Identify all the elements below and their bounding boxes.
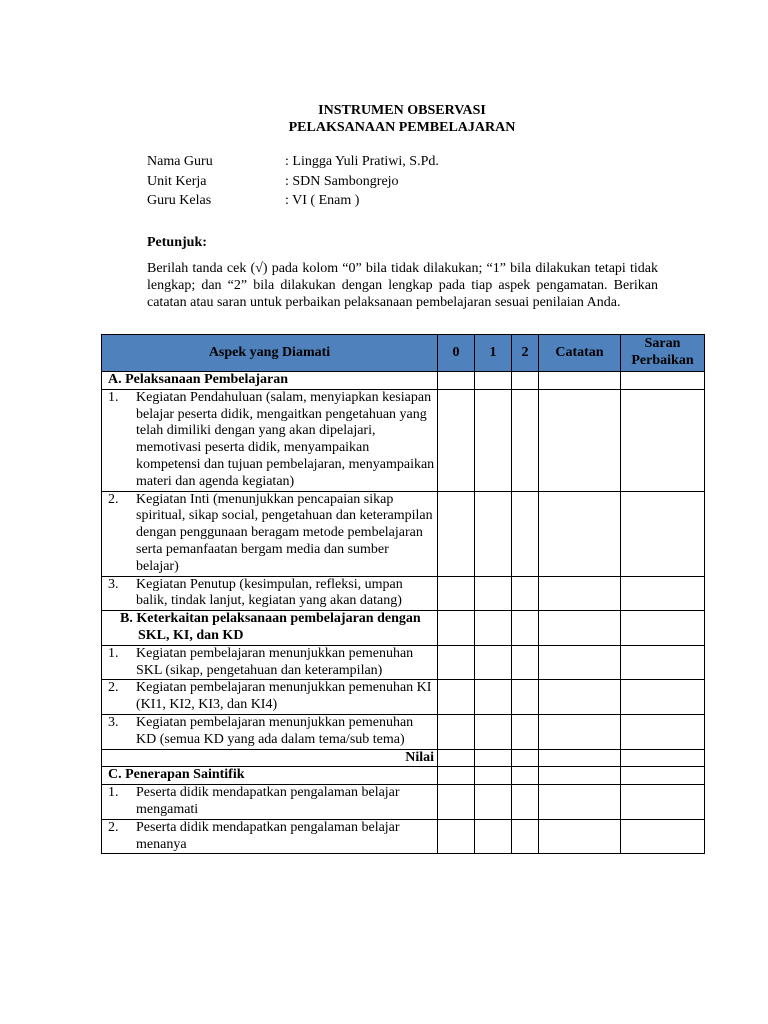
cell-saran[interactable] [621,680,705,715]
cell-catatan[interactable] [539,680,621,715]
cell-score-2[interactable] [512,491,539,576]
item-number: 2. [108,819,119,835]
header-score-0: 0 [438,335,475,372]
cell-score-2[interactable] [512,749,539,767]
item-number: 2. [108,491,119,507]
cell-score-0[interactable] [438,680,475,715]
cell-score-0[interactable] [438,389,475,491]
info-label: Unit Kerja [147,173,207,189]
cell-catatan[interactable] [539,785,621,820]
table-header-row [102,335,705,372]
cell-score-0[interactable] [438,645,475,680]
header-score-1: 1 [475,335,512,372]
item-text: Kegiatan Inti (menunjukkan pencapaian sikap spiritual, sikap social, pengetahuan dan keterampilan dengan penggunaan beragam metode pembelajaran serta pemanfaatan bergam media dan sumber belajar) [136,491,433,574]
cell-score-0[interactable] [438,372,475,390]
cell-saran[interactable] [621,611,705,646]
cell-catatan[interactable] [539,389,621,491]
cell-catatan[interactable] [539,645,621,680]
cell-score-1[interactable] [475,645,512,680]
cell-saran[interactable] [621,576,705,611]
nilai-row [102,749,705,767]
item-number: 1. [108,785,119,801]
cell-score-1[interactable] [475,785,512,820]
cell-saran[interactable] [621,785,705,820]
cell-score-0[interactable] [438,767,475,785]
section-title-b: B. Keterkaitan pelaksanaan pembelajaran dengan SKL, KI, dan KD [120,611,421,643]
cell-score-0[interactable] [438,611,475,646]
table-row [102,714,705,749]
cell-score-0[interactable] [438,785,475,820]
title-line-1: INSTRUMEN OBSERVASI [318,103,486,118]
section-row-b [102,611,705,646]
header-aspek: Aspek yang Diamati [102,335,438,372]
cell-score-2[interactable] [512,819,539,854]
item-number: 1. [108,645,119,661]
info-value: : Lingga Yuli Pratiwi, S.Pd. [285,154,439,169]
info-value: : SDN Sambongrejo [285,173,399,189]
info-label: Guru Kelas [147,193,212,208]
info-row-guru-kelas [147,191,439,211]
title-line-2: PELAKSANAAN PEMBELAJARAN [288,120,516,135]
cell-catatan[interactable] [539,372,621,390]
item-number: 1. [108,389,119,405]
cell-saran[interactable] [621,767,705,785]
info-row-unit-kerja [147,172,439,192]
header-catatan: Catatan [539,335,621,372]
cell-score-2[interactable] [512,645,539,680]
cell-score-0[interactable] [438,819,475,854]
cell-score-2[interactable] [512,767,539,785]
cell-saran[interactable] [621,491,705,576]
table-row [102,785,705,820]
section-title-c: C. Penerapan Saintifik [102,767,438,785]
table-row [102,389,705,491]
cell-catatan[interactable] [539,576,621,611]
section-row-c [102,767,705,785]
cell-score-0[interactable] [438,749,475,767]
table-row [102,576,705,611]
table-row [102,645,705,680]
table-row [102,491,705,576]
info-value: : VI ( Enam ) [285,193,360,208]
table-row [102,680,705,715]
item-text: Kegiatan pembelajaran menunjukkan pemenuhan KI (KI1, KI2, KI3, dan KI4) [136,680,432,713]
cell-saran[interactable] [621,819,705,854]
cell-saran[interactable] [621,749,705,767]
item-text: Kegiatan pembelajaran menunjukkan pemenuhan KD (semua KD yang ada dalam tema/sub tema) [136,714,414,747]
cell-saran[interactable] [621,389,705,491]
info-row-nama-guru [147,152,439,172]
cell-score-2[interactable] [512,785,539,820]
cell-catatan[interactable] [539,819,621,854]
cell-score-1[interactable] [475,389,512,491]
teacher-info [147,152,439,211]
item-text: Peserta didik mendapatkan pengalaman belajar menanya [136,819,400,852]
cell-score-1[interactable] [475,767,512,785]
item-text: Kegiatan pembelajaran menunjukkan pemenuhan SKL (sikap, pengetahuan dan keterampilan) [136,645,414,678]
observation-table [101,334,705,854]
cell-saran[interactable] [621,645,705,680]
cell-score-1[interactable] [475,819,512,854]
header-score-2: 2 [512,335,539,372]
cell-score-1[interactable] [475,372,512,390]
cell-score-1[interactable] [475,714,512,749]
cell-score-2[interactable] [512,680,539,715]
cell-score-2[interactable] [512,714,539,749]
cell-score-2[interactable] [512,576,539,611]
section-row-a [102,372,705,390]
cell-score-0[interactable] [438,491,475,576]
cell-score-2[interactable] [512,389,539,491]
nilai-label: Nilai [102,749,438,767]
cell-score-2[interactable] [512,611,539,646]
item-number: 3. [108,714,119,730]
cell-score-1[interactable] [475,749,512,767]
section-title-a: A. Pelaksanaan Pembelajaran [102,372,438,390]
table-row [102,819,705,854]
cell-score-1[interactable] [475,491,512,576]
cell-catatan[interactable] [539,767,621,785]
cell-score-0[interactable] [438,576,475,611]
cell-saran[interactable] [621,714,705,749]
item-text: Kegiatan Pendahuluan (salam, menyiapkan kesiapan belajar peserta didik, mengaitkan pengetahuan yang telah dimiliki dengan yang akan dipelajari, memotivasi peserta didik, menyampaikan kompetensi dan tujuan pembelajaran, menyampaikan materi dan agenda kegiatan) [136,389,435,489]
cell-score-1[interactable] [475,611,512,646]
document-title [0,102,768,136]
cell-catatan[interactable] [539,714,621,749]
item-text: Peserta didik mendapatkan pengalaman belajar mengamati [136,785,400,817]
item-text: Kegiatan Penutup (kesimpulan, refleksi, umpan balik, tindak lanjut, kegiatan yang akan datang) [136,576,403,609]
cell-score-0[interactable] [438,714,475,749]
cell-score-1[interactable] [475,576,512,611]
item-number: 3. [108,576,119,592]
instructions-text: Berilah tanda cek (√) pada kolom “0” bila tidak dilakukan; “1” bila dilakukan tetapi tidak lengkap; dan “2” bila dilakukan dengan lengkap pada tiap aspek pengamatan. Berikan catatan atau saran untuk perbaikan pelaksanaan pembelajaran sesuai penilaian Anda. [147,261,658,310]
info-label: Nama Guru [147,154,213,169]
instructions-heading: Petunjuk: [147,235,207,250]
cell-score-2[interactable] [512,372,539,390]
cell-catatan[interactable] [539,611,621,646]
header-saran: Saran Perbaikan [621,335,705,372]
cell-catatan[interactable] [539,749,621,767]
cell-catatan[interactable] [539,491,621,576]
item-number: 2. [108,680,119,696]
cell-saran[interactable] [621,372,705,390]
cell-score-1[interactable] [475,680,512,715]
